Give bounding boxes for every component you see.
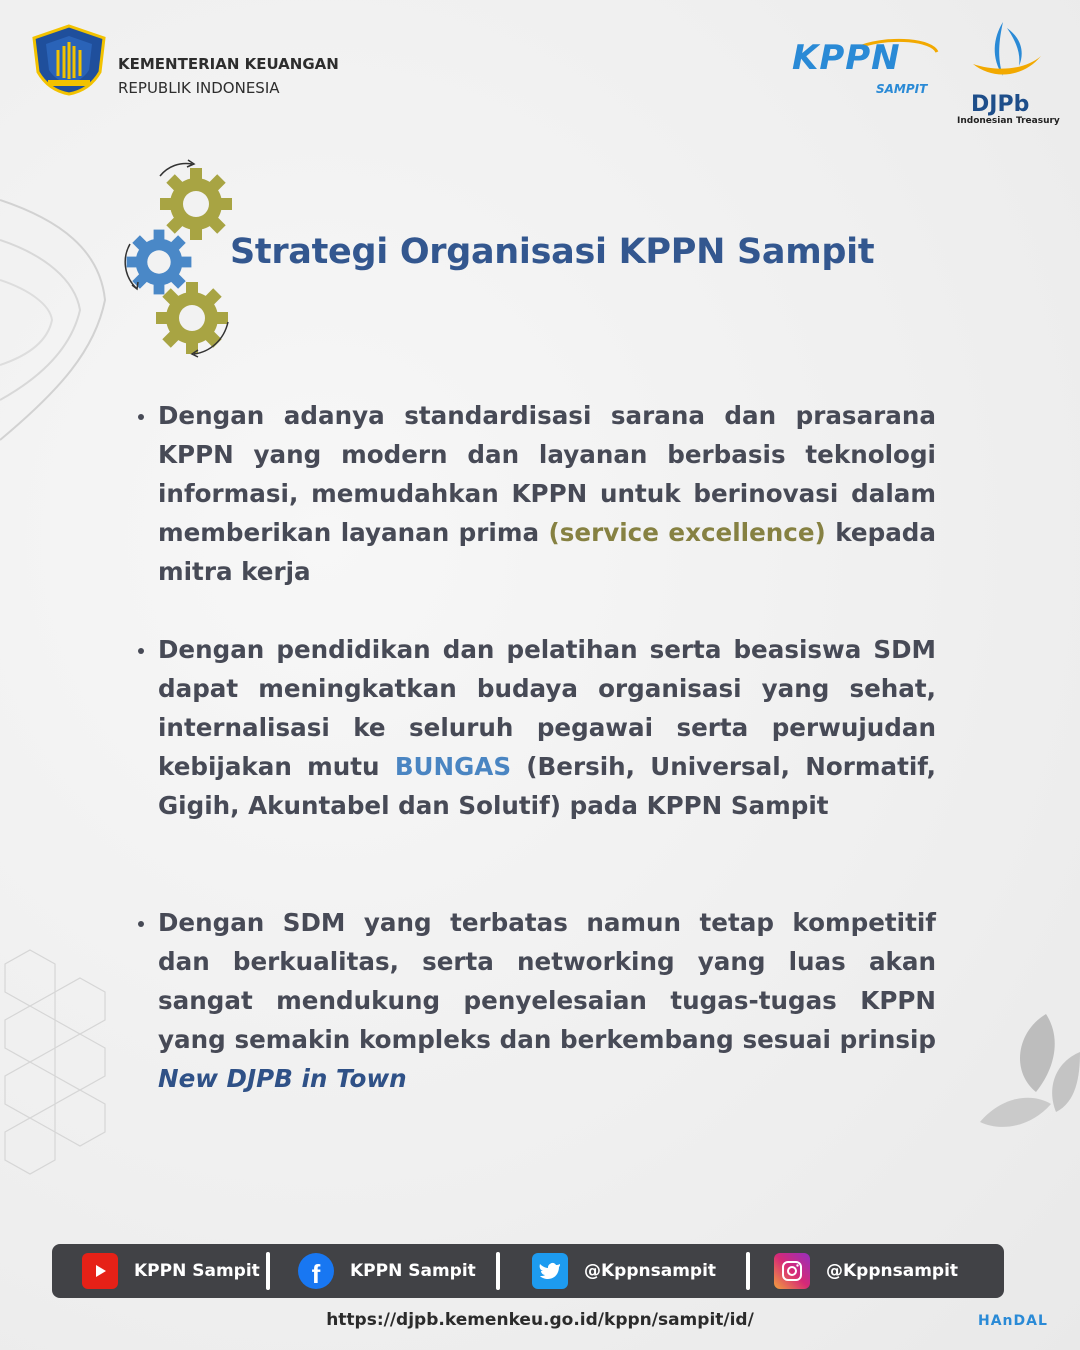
gears-illustration — [112, 158, 242, 358]
separator — [746, 1252, 750, 1290]
website-url[interactable]: https://djpb.kemenkeu.go.id/kppn/sampit/id/ — [326, 1310, 754, 1330]
separator — [266, 1252, 270, 1290]
bullet-highlight: (service excellence) — [548, 518, 826, 547]
kppn-sampit-logo — [792, 38, 942, 100]
strategy-bullet-1 — [158, 396, 936, 591]
social-label: KPPN Sampit — [134, 1261, 260, 1281]
ministry-line-2: REPUBLIK INDONESIA — [118, 79, 280, 97]
djpb-emblem-icon — [963, 18, 1047, 90]
decorative-leaf-outline — [0, 180, 110, 460]
social-instagram[interactable] — [774, 1244, 958, 1298]
djpb-logo-text: DJPb — [971, 92, 1030, 117]
facebook-icon: f — [298, 1253, 334, 1289]
ministry-line-1: KEMENTERIAN KEUANGAN — [118, 55, 339, 73]
social-label: @Kppnsampit — [584, 1261, 717, 1281]
rotate-arrow-top-icon — [160, 164, 192, 177]
social-media-bar — [52, 1244, 1004, 1298]
handal-logo: HAnDAL — [978, 1313, 1048, 1329]
decorative-hex-pattern — [0, 940, 150, 1200]
kppn-logo-text: KPPN — [792, 38, 901, 78]
social-youtube[interactable] — [82, 1244, 260, 1298]
instagram-icon — [774, 1253, 810, 1289]
social-label: KPPN Sampit — [350, 1261, 476, 1281]
kppn-logo-subtext: SAMPIT — [876, 82, 928, 96]
youtube-icon — [82, 1253, 118, 1289]
bullet-text: Dengan adanya standardisasi sarana dan prasarana KPPN yang modern dan layanan berbasis teknologi informasi, memudahkan KPPN untuk berinovasi dalam memberikan layanan prima — [158, 401, 936, 547]
strategy-bullet-2 — [158, 630, 936, 825]
page-title: Strategi Organisasi KPPN Sampit — [230, 232, 875, 272]
bullet-text: Dengan SDM yang terbatas namun tetap kompetitif dan berkualitas, serta networking yang luas akan sangat mendukung penyelesaian tugas-tugas KPPN yang semakin kompleks dan berkembang sesuai prinsip — [158, 908, 936, 1054]
gear-middle-icon — [127, 230, 192, 295]
decorative-leaves — [976, 1012, 1080, 1132]
gear-top-icon — [160, 168, 232, 240]
separator — [496, 1252, 500, 1290]
kemenkeu-logo — [30, 24, 108, 96]
social-label: @Kppnsampit — [826, 1261, 959, 1281]
bullet-highlight: New DJPB in Town — [158, 1064, 407, 1093]
bullet-highlight: BUNGAS — [394, 752, 512, 781]
bullet-text: Dengan pendidikan dan pelatihan serta beasiswa SDM dapat meningkatkan budaya organisasi yang sehat, internalisasi ke seluruh pegawai serta perwujudan kebijakan mutu — [158, 635, 936, 781]
bullet-text-end: (Bersih, Universal, Normatif, Gigih, Akuntabel dan Solutif) pada KPPN Sampit — [158, 752, 936, 820]
social-twitter[interactable] — [532, 1244, 716, 1298]
social-facebook[interactable] — [298, 1244, 476, 1298]
ministry-name — [118, 52, 339, 100]
strategy-bullet-3 — [158, 903, 936, 1098]
djpb-logo-subtext: Indonesian Treasury — [957, 116, 1060, 126]
twitter-icon — [532, 1253, 568, 1289]
djpb-logo — [955, 18, 1060, 128]
bullet-text-end: kepada mitra kerja — [158, 518, 937, 586]
